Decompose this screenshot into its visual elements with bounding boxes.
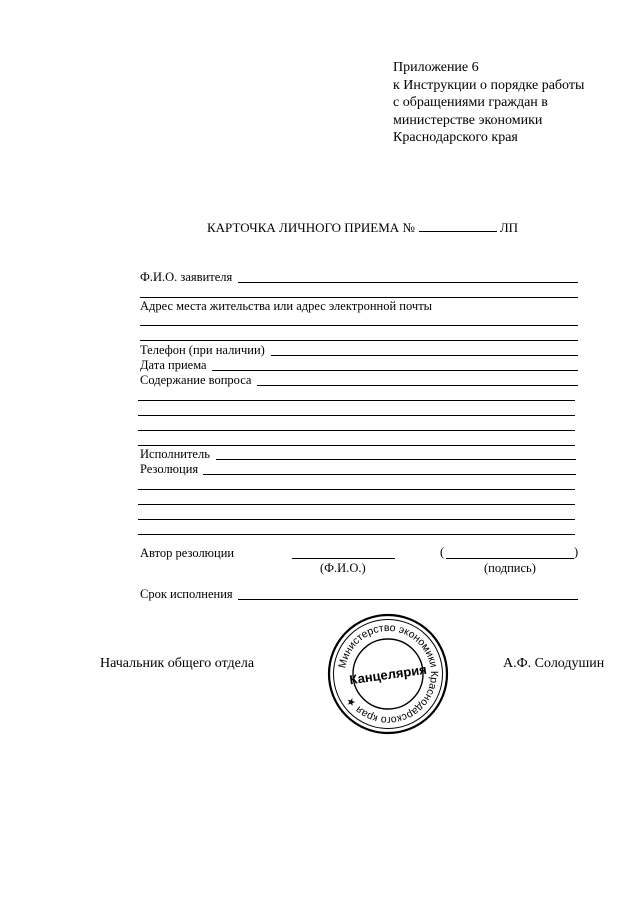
fio-label: Ф.И.О. заявителя <box>140 270 233 284</box>
signature-position: Начальник общего отдела <box>100 656 255 671</box>
resolution-line <box>138 504 575 505</box>
stamp-ring-text: Министерство экономики Краснодарского края ★ <box>336 621 441 727</box>
deadline-line <box>238 599 578 600</box>
deadline-label: Срок исполнения <box>140 587 233 601</box>
address-line <box>140 340 578 341</box>
stamp-center-text: Канцелярия <box>348 661 428 688</box>
content-line <box>138 400 575 401</box>
content-label: Содержание вопроса <box>140 373 252 387</box>
appendix-line: Краснодарского края <box>393 130 518 146</box>
content-line <box>138 430 575 431</box>
resolution-line <box>203 474 576 475</box>
author-fio-line <box>292 558 395 559</box>
resolution-line <box>138 489 575 490</box>
phone-line <box>271 355 578 356</box>
appendix-line: министерстве экономики <box>393 112 543 128</box>
address-label: Адрес места жительства или адрес электронной почты <box>140 299 433 313</box>
card-title <box>207 219 518 236</box>
resolution-line <box>138 534 575 535</box>
resolution-label: Резолюция <box>140 462 199 476</box>
phone-label: Телефон (при наличии) <box>140 343 265 357</box>
card-title-prefix: КАРТОЧКА ЛИЧНОГО ПРИЕМА № <box>207 220 415 235</box>
date-label: Дата приема <box>140 358 207 372</box>
content-line <box>257 385 578 386</box>
content-line <box>138 445 575 446</box>
date-line <box>212 370 578 371</box>
appendix-line: к Инструкции о порядке работы <box>393 77 585 93</box>
stamp-seal-icon <box>326 612 450 736</box>
author-sign-close: ) <box>574 545 579 559</box>
address-line <box>140 325 578 326</box>
office-stamp <box>326 612 450 736</box>
content-line <box>138 415 575 416</box>
author-fio-caption: (Ф.И.О.) <box>320 561 366 575</box>
resolution-line <box>138 519 575 520</box>
author-sign-caption: (подпись) <box>484 561 536 575</box>
executor-label: Исполнитель <box>140 447 210 461</box>
author-label: Автор резолюции <box>140 546 235 560</box>
appendix-line: Приложение 6 <box>393 60 479 75</box>
card-number-blank <box>419 219 497 232</box>
fio-line-2 <box>140 297 578 298</box>
appendix-block <box>393 59 584 147</box>
appendix-line: с обращениями граждан в <box>393 95 548 111</box>
author-sign-line <box>446 558 574 559</box>
card-title-suffix: ЛП <box>499 220 519 235</box>
author-sign-open: ( <box>440 545 445 559</box>
fio-line <box>238 282 578 283</box>
executor-line <box>216 459 576 460</box>
signature-name: А.Ф. Солодушин <box>503 656 605 671</box>
